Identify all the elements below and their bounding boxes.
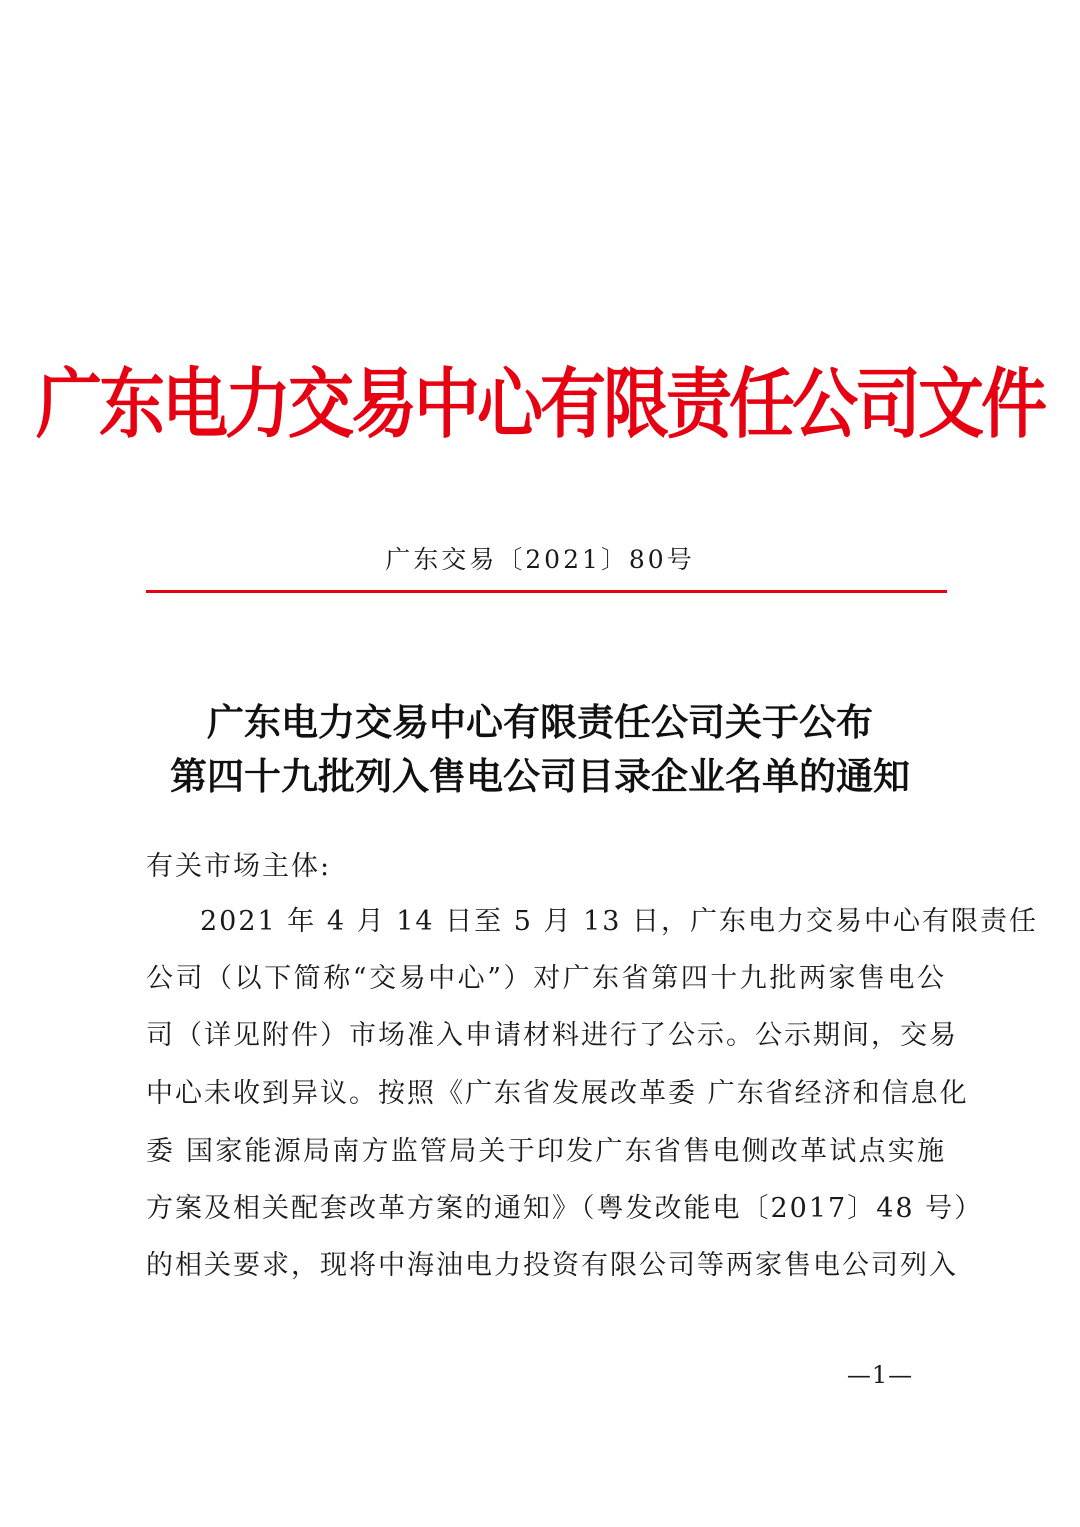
body-line: 的相关要求，现将中海油电力投资有限公司等两家售电公司列入 [146, 1250, 958, 1281]
page-number: —1— [846, 1361, 914, 1389]
red-divider-line [146, 590, 947, 593]
document-number: 广东交易〔2021〕80号 [385, 545, 695, 574]
body-line: 委 国家能源局南方监管局关于印发广东省售电侧改革试点实施 [146, 1136, 946, 1167]
organization-header: 广东电力交易中心有限责任公司文件 [36, 360, 1044, 449]
body-line: 2021 年 4 月 14 日至 5 月 13 日，广东电力交易中心有限责任 [200, 906, 1039, 937]
body-line: 公司（以下简称“交易中心”）对广东省第四十九批两家售电公 [146, 963, 946, 994]
notice-title-line-1: 广东电力交易中心有限责任公司关于公布 [207, 700, 873, 744]
notice-title-line-2: 第四十九批列入售电公司目录企业名单的通知 [170, 754, 910, 798]
salutation: 有关市场主体: [146, 851, 332, 882]
body-line: 方案及相关配套改革方案的通知》（粤发改能电〔2017〕48 号） [146, 1193, 984, 1224]
body-line: 中心未收到异议。按照《广东省发展改革委 广东省经济和信息化 [146, 1078, 969, 1109]
body-line: 司（详见附件）市场准入申请材料进行了公示。公示期间，交易 [146, 1020, 958, 1051]
